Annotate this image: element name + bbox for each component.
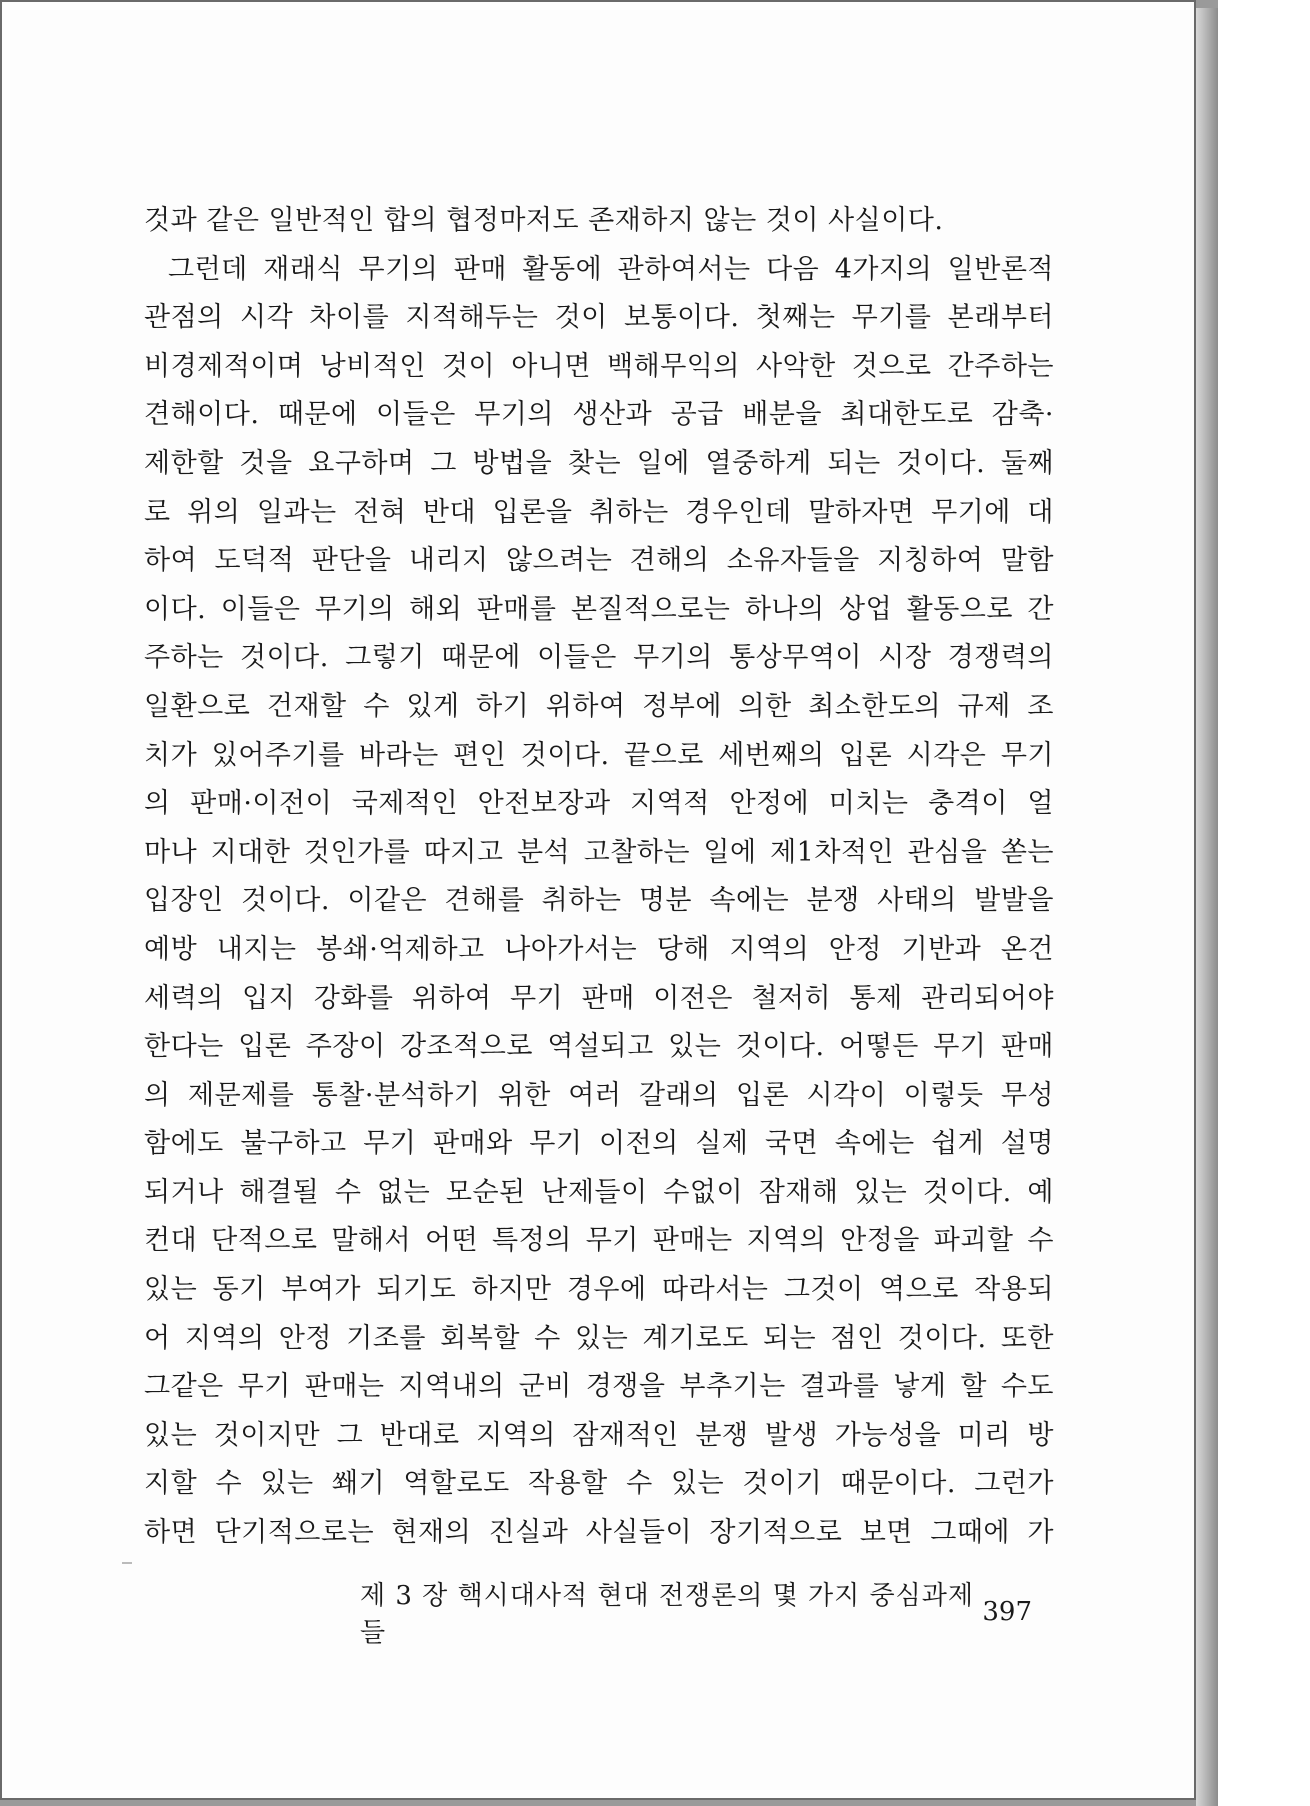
- running-footer-title: 제 3 장 핵시대사적 현대 전쟁론의 몇 가지 중심과제들: [360, 1581, 974, 1648]
- text-line: 세력의 입지 강화를 위하여 무기 판매 이전은 철저히 통제 관리되어야: [144, 982, 1054, 1014]
- text-line: 있는 것이지만 그 반대로 지역의 잠재적인 분쟁 발생 가능성을 미리 방: [144, 1419, 1054, 1451]
- page-footer: [360, 1581, 1032, 1648]
- text-line: 입장인 것이다. 이같은 견해를 취하는 명분 속에는 분쟁 사태의 발발을: [144, 885, 1054, 917]
- text-line: 그런데 재래식 무기의 판매 활동에 관하여서는 다음 4가지의 일반론적: [168, 253, 1054, 285]
- text-line: 마나 지대한 것인가를 따지고 분석 고찰하는 일에 제1차적인 관심을 쏟는: [144, 836, 1054, 868]
- text-line: 비경제적이며 낭비적인 것이 아니면 백해무익의 사악한 것으로 간주하는: [144, 350, 1054, 382]
- scan-mark: [122, 1562, 132, 1564]
- text-line: 예방 내지는 봉쇄·억제하고 나아가서는 당해 지역의 안정 기반과 온건: [144, 933, 1054, 965]
- text-line: 치가 있어주기를 바라는 편인 것이다. 끝으로 세번째의 입론 시각은 무기: [144, 739, 1054, 771]
- text-line: 로 위의 일과는 전혀 반대 입론을 취하는 경우인데 말하자면 무기에 대: [144, 496, 1054, 528]
- text-line: 컨대 단적으로 말해서 어떤 특정의 무기 판매는 지역의 안정을 파괴할 수: [144, 1225, 1054, 1257]
- text-line: 되거나 해결될 수 없는 모순된 난제들이 수없이 잠재해 있는 것이다. 예: [144, 1176, 1054, 1208]
- text-line: 의 제문제를 통찰·분석하기 위한 여러 갈래의 입론 시각이 이렇듯 무성: [144, 1079, 1054, 1111]
- text-line: 의 판매·이전이 국제적인 안전보장과 지역적 안정에 미치는 충격이 얼: [144, 788, 1054, 820]
- text-line: 한다는 입론 주장이 강조적으로 역설되고 있는 것이다. 어떻든 무기 판매: [144, 1031, 1054, 1063]
- text-line: 일환으로 건재할 수 있게 하기 위하여 정부에 의한 최소한도의 규제 조: [144, 690, 1054, 722]
- text-line: 함에도 불구하고 무기 판매와 무기 이전의 실제 국면 속에는 쉽게 설명: [144, 1128, 1054, 1160]
- page-edge: [1196, 8, 1218, 1806]
- text-line: 주하는 것이다. 그렇기 때문에 이들은 무기의 통상무역이 시장 경쟁력의: [144, 642, 1054, 674]
- text-line: 그같은 무기 판매는 지역내의 군비 경쟁을 부추기는 결과를 낳게 할 수도: [144, 1371, 1054, 1403]
- text-line: 이다. 이들은 무기의 해외 판매를 본질적으로는 하나의 상업 활동으로 간: [144, 593, 1054, 625]
- text-line: 것과 같은 일반적인 합의 협정마저도 존재하지 않는 것이 사실이다.: [144, 205, 944, 236]
- text-line: 있는 동기 부여가 되기도 하지만 경우에 따라서는 그것이 역으로 작용되: [144, 1274, 1054, 1306]
- text-line: 관점의 시각 차이를 지적해두는 것이 보통이다. 첫째는 무기를 본래부터: [144, 302, 1054, 334]
- text-line: 견해이다. 때문에 이들은 무기의 생산과 공급 배분을 최대한도로 감축·: [144, 399, 1054, 431]
- text-line: 제한할 것을 요구하며 그 방법을 찾는 일에 열중하게 되는 것이다. 둘째: [144, 447, 1054, 479]
- text-line: 하면 단기적으로는 현재의 진실과 사실들이 장기적으로 보면 그때에 가: [144, 1517, 1054, 1549]
- text-line: 지할 수 있는 쐐기 역할로도 작용할 수 있는 것이기 때문이다. 그런가: [144, 1468, 1054, 1500]
- text-line: 어 지역의 안정 기조를 회복할 수 있는 계기로도 되는 점인 것이다. 또한: [144, 1322, 1054, 1354]
- text-line: 하여 도덕적 판단을 내리지 않으려는 견해의 소유자들을 지칭하여 말함: [144, 545, 1054, 577]
- body-text: [144, 197, 1054, 1558]
- page-number: 397: [982, 1597, 1032, 1627]
